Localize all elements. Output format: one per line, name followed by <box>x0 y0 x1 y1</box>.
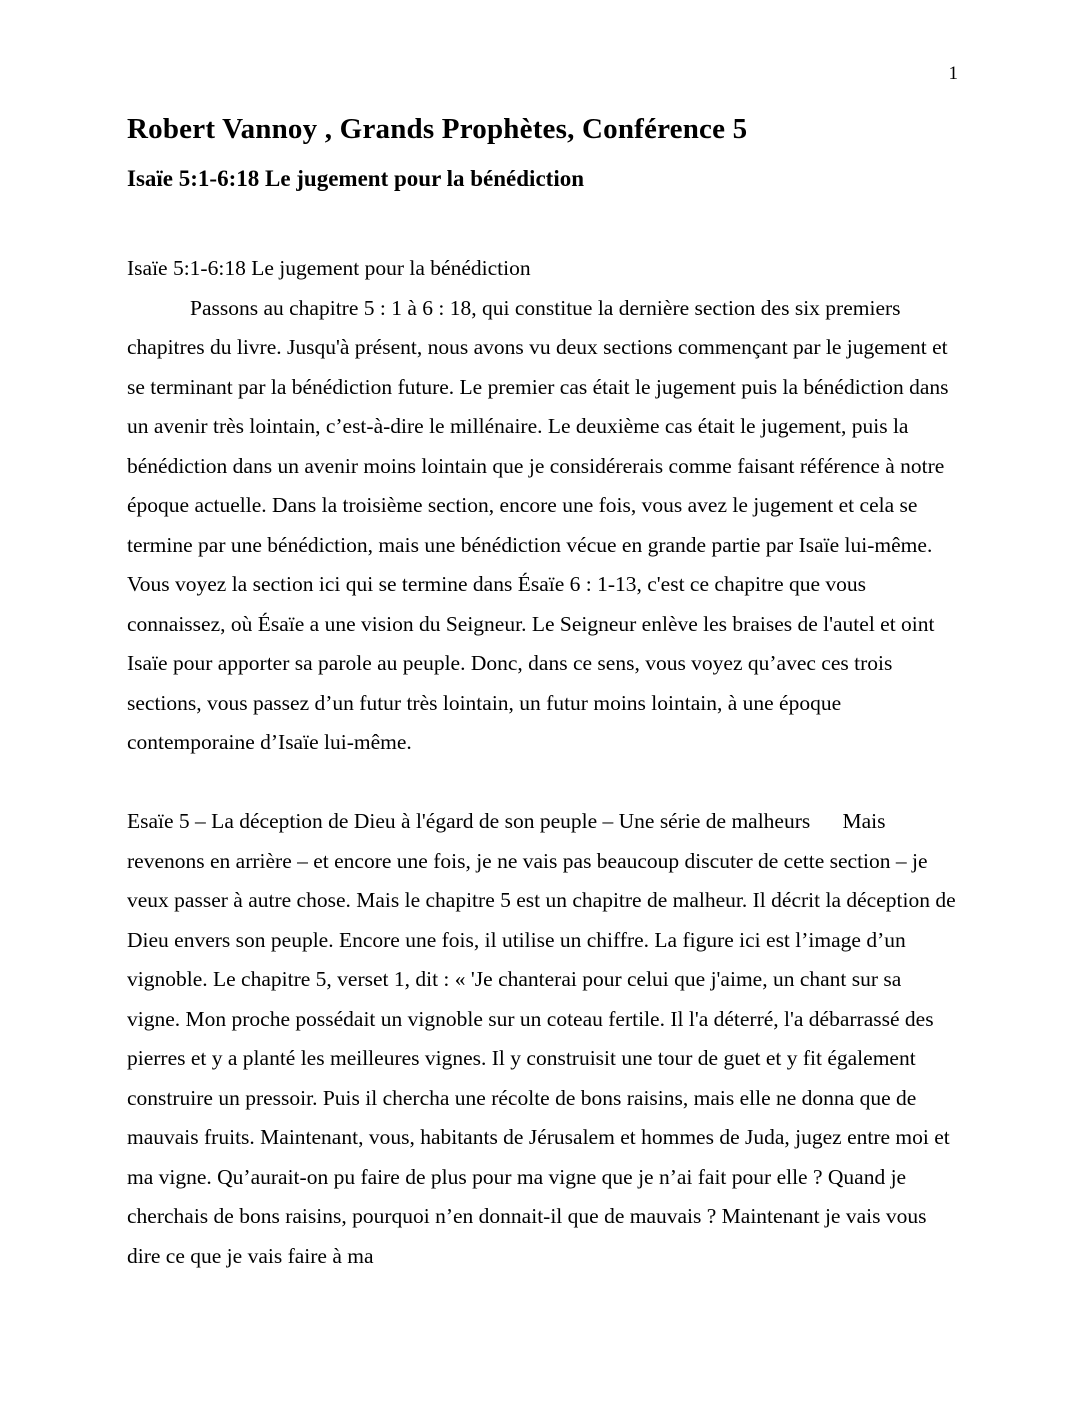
body-paragraph-1: Passons au chapitre 5 : 1 à 6 : 18, qui constitue la dernière section des six premiers chapitres du livre. Jusqu'à présent, nous avons vu deux sections commençant par le jugement et se terminant par la bénédiction future. Le premier cas était le jugement puis la bénédiction dans un avenir très lointain, c’est-à-dire le millénaire. Le deuxième cas était le jugement, puis la bénédiction dans un avenir moins lointain que je considérerais comme faisant référence à notre époque actuelle. Dans la troisième section, encore une fois, vous avez le jugement et cela se termine par une bénédiction, mais une bénédiction vécue en grande partie par Isaïe lui-même. Vous voyez la section ici qui se termine dans Ésaïe 6 : 1-13, c'est ce chapitre que vous connaissez, où Ésaïe a une vision du Seigneur. Le Seigneur enlève les braises de l'autel et oint Isaïe pour apporter sa parole au peuple. Donc, dans ce sens, vous voyez qu’avec ces trois sections, vous passez d’un futur très lointain, un futur moins lointain, à une époque contemporaine d’Isaïe lui-même. <box>127 295 954 754</box>
document-title: Robert Vannoy , Grands Prophètes, Conférence 5 <box>127 113 748 145</box>
page-number: 1 <box>948 63 958 84</box>
section-heading: Isaïe 5:1-6:18 Le jugement pour la bénédiction <box>127 256 531 280</box>
body-paragraph-2: Esaïe 5 – La déception de Dieu à l'égard de son peuple – Une série de malheurs Mais revenons en arrière – et encore une fois, je ne vais pas beaucoup discuter de cette section – je veux passer à autre chose. Mais le chapitre 5 est un chapitre de malheur. Il décrit la déception de Dieu envers son peuple. Encore une fois, il utilise un chiffre. La figure ici est l’image d’un vignoble. Le chapitre 5, verset 1, dit : « 'Je chanterai pour celui que j'aime, un chant sur sa vigne. Mon proche possédait un vignoble sur un coteau fertile. Il l'a déterré, l'a débarrassé des pierres et y a planté les meilleures vignes. Il y construisit une tour de guet et y fit également construire un pressoir. Puis il chercha une récolte de bons raisins, mais elle ne donna que de mauvais fruits. Maintenant, vous, habitants de Jérusalem et hommes de Juda, jugez entre moi et ma vigne. Qu’aurait-on pu faire de plus pour ma vigne que je n’ai fait pour elle ? Quand je cherchais de bons raisins, pourquoi n’en donnait-il que de mauvais ? Maintenant je vais vous dire ce que je vais faire à ma <box>127 809 961 1268</box>
document-subtitle: Isaïe 5:1-6:18 Le jugement pour la bénédiction <box>127 166 585 191</box>
